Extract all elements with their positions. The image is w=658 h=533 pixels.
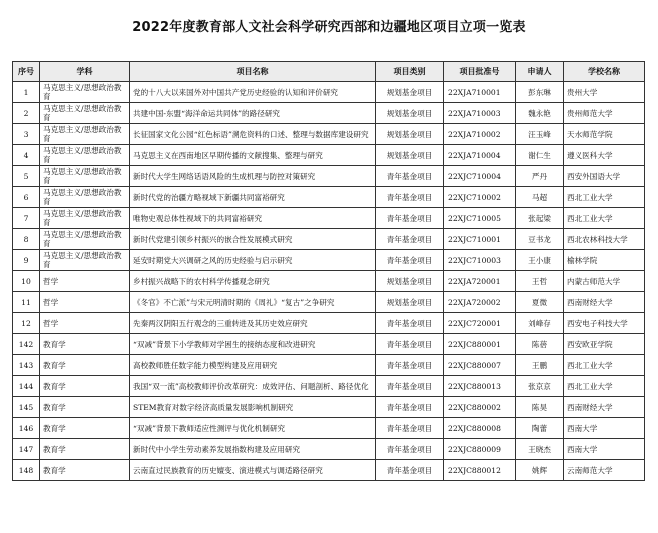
row-school: 西安外国语大学 [564, 166, 645, 187]
table-row [13, 397, 645, 418]
row-project-name: 新时代党建引领乡村振兴的嵌合性发展模式研究 [130, 229, 376, 250]
row-index: 5 [13, 166, 40, 187]
row-discipline: 教育学 [40, 376, 130, 397]
row-category: 青年基金项目 [376, 439, 444, 460]
row-project-name: STEM教育对数字经济高质量发展影响机制研究 [130, 397, 376, 418]
column-category-header: 项目类别 [376, 62, 444, 82]
row-applicant: 张起梁 [516, 208, 564, 229]
row-applicant: 王哲 [516, 271, 564, 292]
row-index: 146 [13, 418, 40, 439]
row-applicant: 彭东琳 [516, 82, 564, 103]
table-row [13, 82, 645, 103]
row-project-name: 我国“双一流”高校教师评价改革研究：成效评估、问题剖析、路径优化 [130, 376, 376, 397]
row-school: 西南财经大学 [564, 292, 645, 313]
table-row [13, 103, 645, 124]
row-school: 西南大学 [564, 418, 645, 439]
row-approval-no: 22XJC880007 [444, 355, 516, 376]
row-applicant: 谢仁生 [516, 145, 564, 166]
table-row [13, 271, 645, 292]
column-school-header: 学校名称 [564, 62, 645, 82]
page-title: 2022年度教育部人文社会科学研究西部和边疆地区项目立项一览表 [132, 20, 526, 35]
row-project-name: 云南直过民族教育的历史嬗变、演进模式与调适路径研究 [130, 460, 376, 481]
row-discipline: 教育学 [40, 460, 130, 481]
row-discipline: 马克思主义/思想政治教育 [40, 82, 130, 103]
table-row [13, 124, 645, 145]
row-school: 贵州大学 [564, 82, 645, 103]
row-approval-no: 22XJA710001 [444, 82, 516, 103]
row-school: 内蒙古师范大学 [564, 271, 645, 292]
row-applicant: 陈蓓 [516, 334, 564, 355]
row-approval-no: 22XJC710004 [444, 166, 516, 187]
row-project-name: 共建中国-东盟“海洋命运共同体”的路径研究 [130, 103, 376, 124]
row-approval-no: 22XJC880013 [444, 376, 516, 397]
row-school: 天水师范学院 [564, 124, 645, 145]
project-table [12, 61, 645, 481]
row-approval-no: 22XJC710005 [444, 208, 516, 229]
row-category: 青年基金项目 [376, 397, 444, 418]
row-discipline: 教育学 [40, 334, 130, 355]
row-project-name: 高校教师胜任数字能力模型构建及应用研究 [130, 355, 376, 376]
row-school: 遵义医科大学 [564, 145, 645, 166]
column-project-name-header: 项目名称 [130, 62, 376, 82]
row-approval-no: 22XJC880012 [444, 460, 516, 481]
table-row [13, 313, 645, 334]
row-school: 西北工业大学 [564, 355, 645, 376]
row-category: 规划基金项目 [376, 124, 444, 145]
row-index: 12 [13, 313, 40, 334]
row-category: 青年基金项目 [376, 313, 444, 334]
row-category: 规划基金项目 [376, 145, 444, 166]
table-header [13, 62, 645, 82]
row-category: 青年基金项目 [376, 376, 444, 397]
row-discipline: 马克思主义/思想政治教育 [40, 187, 130, 208]
row-school: 西北工业大学 [564, 187, 645, 208]
row-category: 规划基金项目 [376, 103, 444, 124]
row-discipline: 马克思主义/思想政治教育 [40, 166, 130, 187]
row-category: 青年基金项目 [376, 355, 444, 376]
row-index: 9 [13, 250, 40, 271]
row-school: 西南财经大学 [564, 397, 645, 418]
row-project-name: 乡村振兴战略下的农村科学传播观念研究 [130, 271, 376, 292]
row-approval-no: 22XJA720002 [444, 292, 516, 313]
column-approval-no-header: 项目批准号 [444, 62, 516, 82]
row-discipline: 教育学 [40, 397, 130, 418]
table-row [13, 292, 645, 313]
table-row [13, 187, 645, 208]
table-row [13, 418, 645, 439]
row-project-name: 《冬官》不亡派”与宋元明清时期的《周礼》“复古”之争研究 [130, 292, 376, 313]
row-category: 规划基金项目 [376, 271, 444, 292]
row-school: 西北工业大学 [564, 376, 645, 397]
row-index: 7 [13, 208, 40, 229]
row-approval-no: 22XJC880008 [444, 418, 516, 439]
row-project-name: “双减”背景下小学教师对学困生的接纳态度和改进研究 [130, 334, 376, 355]
row-applicant: 王小康 [516, 250, 564, 271]
row-discipline: 教育学 [40, 418, 130, 439]
row-index: 1 [13, 82, 40, 103]
row-project-name: 新时代中小学生劳动素养发展指数构建及应用研究 [130, 439, 376, 460]
table-row [13, 439, 645, 460]
row-applicant: 刘峰存 [516, 313, 564, 334]
row-index: 148 [13, 460, 40, 481]
row-applicant: 严丹 [516, 166, 564, 187]
row-discipline: 哲学 [40, 313, 130, 334]
row-project-name: 新时代大学生网络话语风险的生成机理与防控对策研究 [130, 166, 376, 187]
row-approval-no: 22XJA710003 [444, 103, 516, 124]
row-index: 147 [13, 439, 40, 460]
row-discipline: 马克思主义/思想政治教育 [40, 229, 130, 250]
table-body [13, 82, 645, 481]
row-index: 2 [13, 103, 40, 124]
row-approval-no: 22XJA710002 [444, 124, 516, 145]
row-discipline: 哲学 [40, 292, 130, 313]
row-discipline: 马克思主义/思想政治教育 [40, 208, 130, 229]
row-discipline: 马克思主义/思想政治教育 [40, 250, 130, 271]
row-project-name: 唯物史观总体性视域下的共同富裕研究 [130, 208, 376, 229]
row-applicant: 汪玉峰 [516, 124, 564, 145]
row-school: 西北农林科技大学 [564, 229, 645, 250]
table-row [13, 376, 645, 397]
row-school: 西安欧亚学院 [564, 334, 645, 355]
row-approval-no: 22XJC720001 [444, 313, 516, 334]
row-category: 青年基金项目 [376, 250, 444, 271]
row-category: 青年基金项目 [376, 460, 444, 481]
row-project-name: 先秦两汉阴阳五行观念的三重转进及其历史效应研究 [130, 313, 376, 334]
table-row [13, 355, 645, 376]
row-discipline: 教育学 [40, 355, 130, 376]
column-applicant-header: 申请人 [516, 62, 564, 82]
header-row [13, 62, 645, 82]
row-index: 3 [13, 124, 40, 145]
row-category: 青年基金项目 [376, 187, 444, 208]
row-discipline: 哲学 [40, 271, 130, 292]
row-discipline: 马克思主义/思想政治教育 [40, 145, 130, 166]
table-row [13, 334, 645, 355]
row-project-name: “双减”背景下教师适应性测评与优化机制研究 [130, 418, 376, 439]
row-approval-no: 22XJC710001 [444, 229, 516, 250]
row-index: 10 [13, 271, 40, 292]
row-index: 11 [13, 292, 40, 313]
row-applicant: 王鹏 [516, 355, 564, 376]
row-discipline: 马克思主义/思想政治教育 [40, 103, 130, 124]
row-applicant: 魏永艳 [516, 103, 564, 124]
row-approval-no: 22XJC880009 [444, 439, 516, 460]
table-row [13, 208, 645, 229]
row-category: 青年基金项目 [376, 229, 444, 250]
row-category: 青年基金项目 [376, 334, 444, 355]
row-approval-no: 22XJA710004 [444, 145, 516, 166]
row-applicant: 马超 [516, 187, 564, 208]
row-index: 4 [13, 145, 40, 166]
column-index-header: 序号 [13, 62, 40, 82]
row-discipline: 马克思主义/思想政治教育 [40, 124, 130, 145]
table-row [13, 229, 645, 250]
row-approval-no: 22XJC880002 [444, 397, 516, 418]
row-applicant: 姚辉 [516, 460, 564, 481]
row-category: 青年基金项目 [376, 166, 444, 187]
row-discipline: 教育学 [40, 439, 130, 460]
row-project-name: 延安时期党大兴调研之风的历史经验与启示研究 [130, 250, 376, 271]
row-index: 142 [13, 334, 40, 355]
row-project-name: 党的十八大以来国外对中国共产党历史经验的认知和评价研究 [130, 82, 376, 103]
row-applicant: 张京京 [516, 376, 564, 397]
row-school: 西北工业大学 [564, 208, 645, 229]
row-project-name: 马克思主义在西南地区早期传播的文献搜集、整理与研究 [130, 145, 376, 166]
row-applicant: 陶蕾 [516, 418, 564, 439]
row-school: 榆林学院 [564, 250, 645, 271]
table-row [13, 250, 645, 271]
row-index: 6 [13, 187, 40, 208]
row-category: 规划基金项目 [376, 82, 444, 103]
table-row [13, 460, 645, 481]
row-applicant: 夏微 [516, 292, 564, 313]
row-category: 青年基金项目 [376, 418, 444, 439]
row-project-name: 长征国家文化公园“红色标语”溯危资料的口述、整理与数据库建设研究 [130, 124, 376, 145]
row-approval-no: 22XJC710003 [444, 250, 516, 271]
column-discipline-header: 学科 [40, 62, 130, 82]
row-index: 144 [13, 376, 40, 397]
row-applicant: 豆书龙 [516, 229, 564, 250]
row-index: 143 [13, 355, 40, 376]
row-applicant: 王晓杰 [516, 439, 564, 460]
row-category: 规划基金项目 [376, 292, 444, 313]
table-row [13, 166, 645, 187]
row-school: 西南大学 [564, 439, 645, 460]
row-approval-no: 22XJC880001 [444, 334, 516, 355]
row-approval-no: 22XJA720001 [444, 271, 516, 292]
row-school: 云南师范大学 [564, 460, 645, 481]
row-applicant: 陈昊 [516, 397, 564, 418]
row-project-name: 新时代党的治疆方略视域下新疆共同富裕研究 [130, 187, 376, 208]
row-index: 8 [13, 229, 40, 250]
row-school: 西安电子科技大学 [564, 313, 645, 334]
row-index: 145 [13, 397, 40, 418]
table-row [13, 145, 645, 166]
row-category: 青年基金项目 [376, 208, 444, 229]
row-school: 贵州师范大学 [564, 103, 645, 124]
row-approval-no: 22XJC710002 [444, 187, 516, 208]
